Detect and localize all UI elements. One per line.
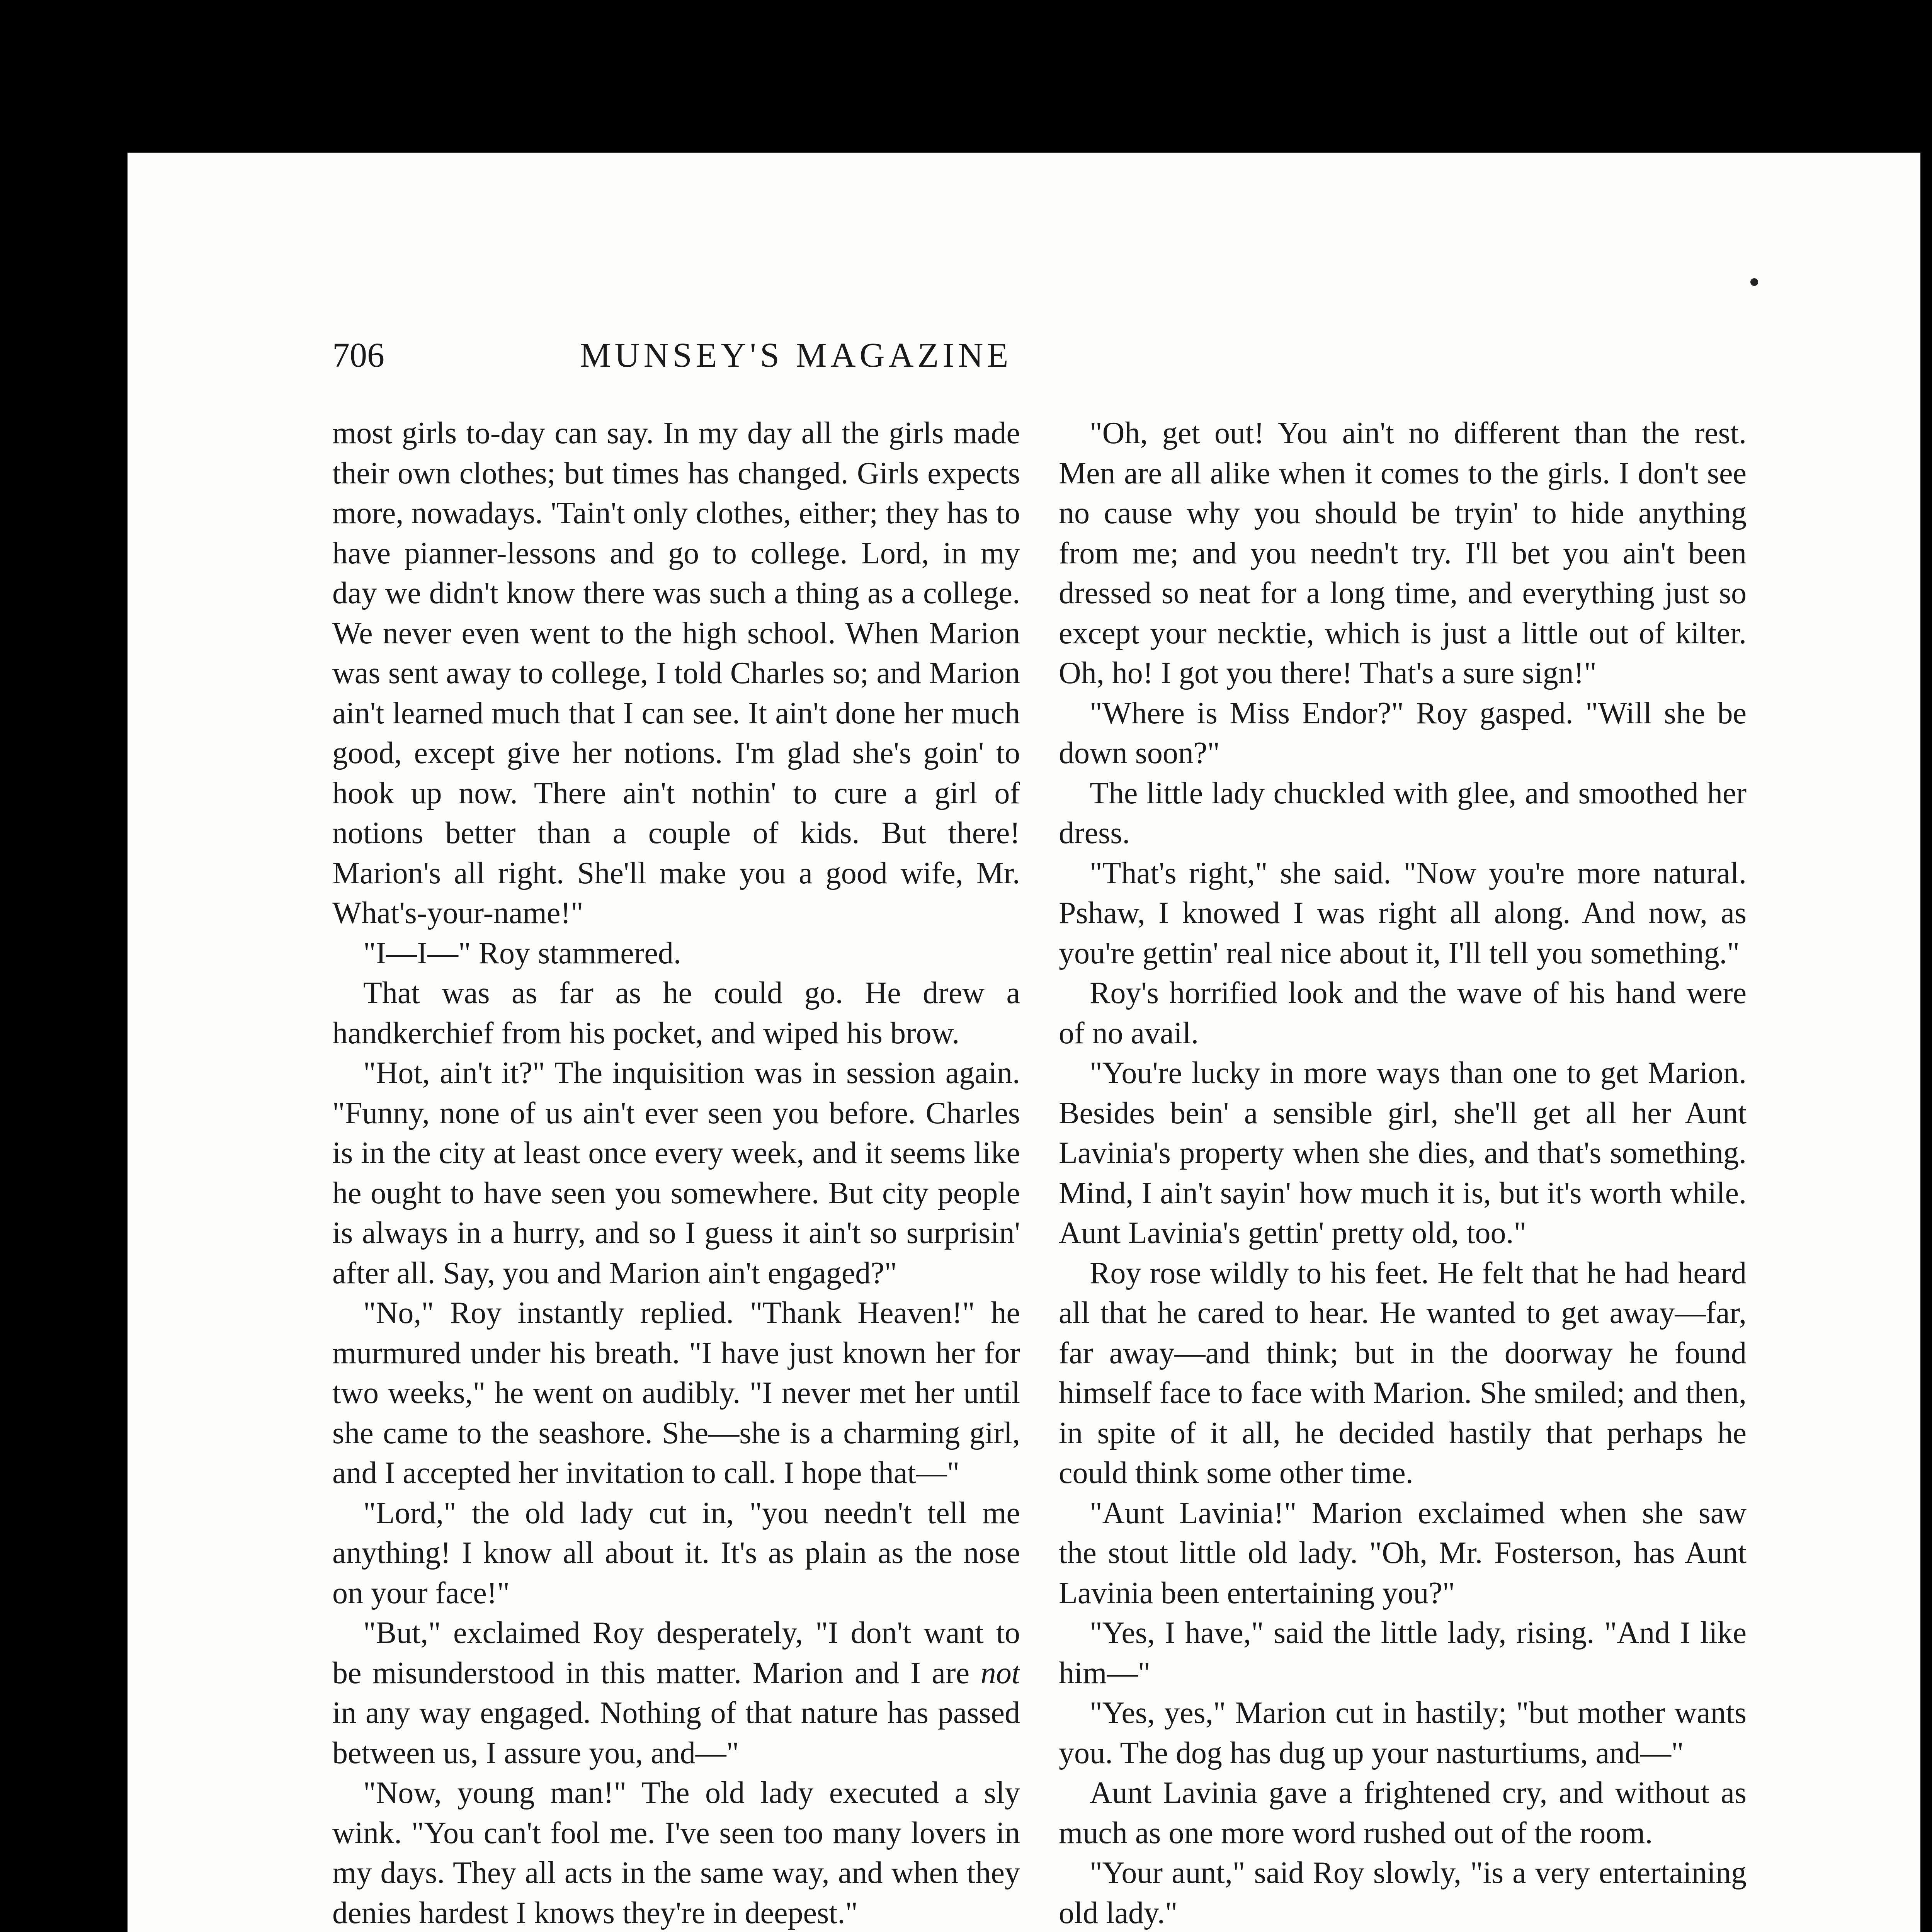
paragraph: Roy rose wildly to his feet. He felt that he had heard all that he cared to hear. He wanted to get away—far, far away—and think; but in the doorway he found himself face to face with Marion. She smiled; and then, in spite of it all, he decided hastily that perhaps he could think some other time. bbox=[1059, 1256, 1747, 1490]
paragraph: Aunt Lavinia gave a frightened cry, and without as much as one more word rushed out of the room. bbox=[1059, 1776, 1747, 1850]
left-text-column bbox=[332, 413, 1020, 1932]
scan-dust-mark bbox=[1750, 278, 1758, 286]
paragraph: most girls to-day can say. In my day all the girls made their own clothes; but times has changed. Girls expects more, nowadays. 'Tain't only clothes, either; they has to have pianner-lessons and go to college. Lord, in my day we didn't know there was such a thing as a college. We never even went to the high school. When Marion was sent away to college, I told Charles so; and Marion ain't learned much that I can see. It ain't done her much good, except give her notions. I'm glad she's goin' to hook up now. There ain't nothin' to cure a girl of notions better than a couple of kids. But there! Marion's all right. She'll make you a good wife, Mr. What's-your-name!" bbox=[332, 416, 1020, 930]
paragraph: "No," Roy instantly replied. "Thank Heaven!" he murmured under his breath. "I have just known her for two weeks," he went on audibly. "I never met her until she came to the seashore. She—she is a charming girl, and I accepted her invitation to call. I hope that—" bbox=[332, 1296, 1020, 1490]
right-text-column bbox=[1059, 413, 1747, 1932]
paragraph: "That's right," she said. "Now you're more natural. Pshaw, I knowed I was right all along. And now, as you're gettin' real nice about it, I'll tell you something." bbox=[1059, 856, 1747, 970]
paragraph: That was as far as he could go. He drew a handkerchief from his pocket, and wiped his brow. bbox=[332, 976, 1020, 1050]
paragraph: "Hot, ain't it?" The inquisition was in session again. "Funny, none of us ain't ever seen you before. Charles is in the city at least once every week, and it seems like he ought to have seen you somewhere. But city people is always in a hurry, and so I guess it ain't so surprisin' after all. Say, you and Marion ain't engaged?" bbox=[332, 1056, 1020, 1290]
paragraph: "Now, young man!" The old lady executed a sly wink. "You can't fool me. I've seen too many lovers in my days. They all acts in the same way, and when they denies hardest I knows they're in deepest." bbox=[332, 1776, 1020, 1930]
paragraph: "Yes, I have," said the little lady, rising. "And I like him—" bbox=[1059, 1616, 1747, 1690]
paragraph: "Where is Miss Endor?" Roy gasped. "Will she be down soon?" bbox=[1059, 696, 1747, 770]
page-number: 706 bbox=[332, 336, 384, 374]
running-title: MUNSEY'S MAGAZINE bbox=[580, 336, 1012, 374]
paragraph: "Yes, yes," Marion cut in hastily; "but mother wants you. The dog has dug up your nasturtiums, and—" bbox=[1059, 1696, 1747, 1770]
italic-emphasis: not bbox=[980, 1656, 1020, 1690]
paragraph: "Oh, get out! You ain't no different than the rest. Men are all alike when it comes to the girls. I don't see no cause why you should be tryin' to hide anything from me; and you needn't try. I'll bet you ain't been dressed so neat for a long time, and everything just so except your necktie, which is just a little out of kilter. Oh, ho! I got you there! That's a sure sign!" bbox=[1059, 416, 1747, 690]
paragraph: "You're lucky in more ways than one to get Marion. Besides bein' a sensible girl, she'll get all her Aunt Lavinia's property when she dies, and that's something. Mind, I ain't sayin' how much it is, but it's worth while. Aunt Lavinia's gettin' pretty old, too." bbox=[1059, 1056, 1747, 1250]
paragraph: "But," exclaimed Roy desperately, "I don't want to be misunderstood in this matter. Marion and I are not in any way engaged. Nothing of that nature has passed between us, I assure you, and—" bbox=[332, 1616, 1020, 1770]
paragraph: "I—I—" Roy stammered. bbox=[363, 936, 681, 970]
paragraph: "Your aunt," said Roy slowly, "is a very entertaining old lady." bbox=[1059, 1856, 1747, 1930]
page-header bbox=[332, 328, 1275, 383]
paragraph: The little lady chuckled with glee, and smoothed her dress. bbox=[1059, 776, 1747, 850]
paragraph: "Aunt Lavinia!" Marion exclaimed when she saw the stout little old lady. "Oh, Mr. Fosterson, has Aunt Lavinia been entertaining you?" bbox=[1059, 1496, 1747, 1610]
paragraph: Roy's horrified look and the wave of his hand were of no avail. bbox=[1059, 976, 1747, 1050]
paragraph: "Lord," the old lady cut in, "you needn't tell me anything! I know all about it. It's as plain as the nose on your face!" bbox=[332, 1496, 1020, 1610]
